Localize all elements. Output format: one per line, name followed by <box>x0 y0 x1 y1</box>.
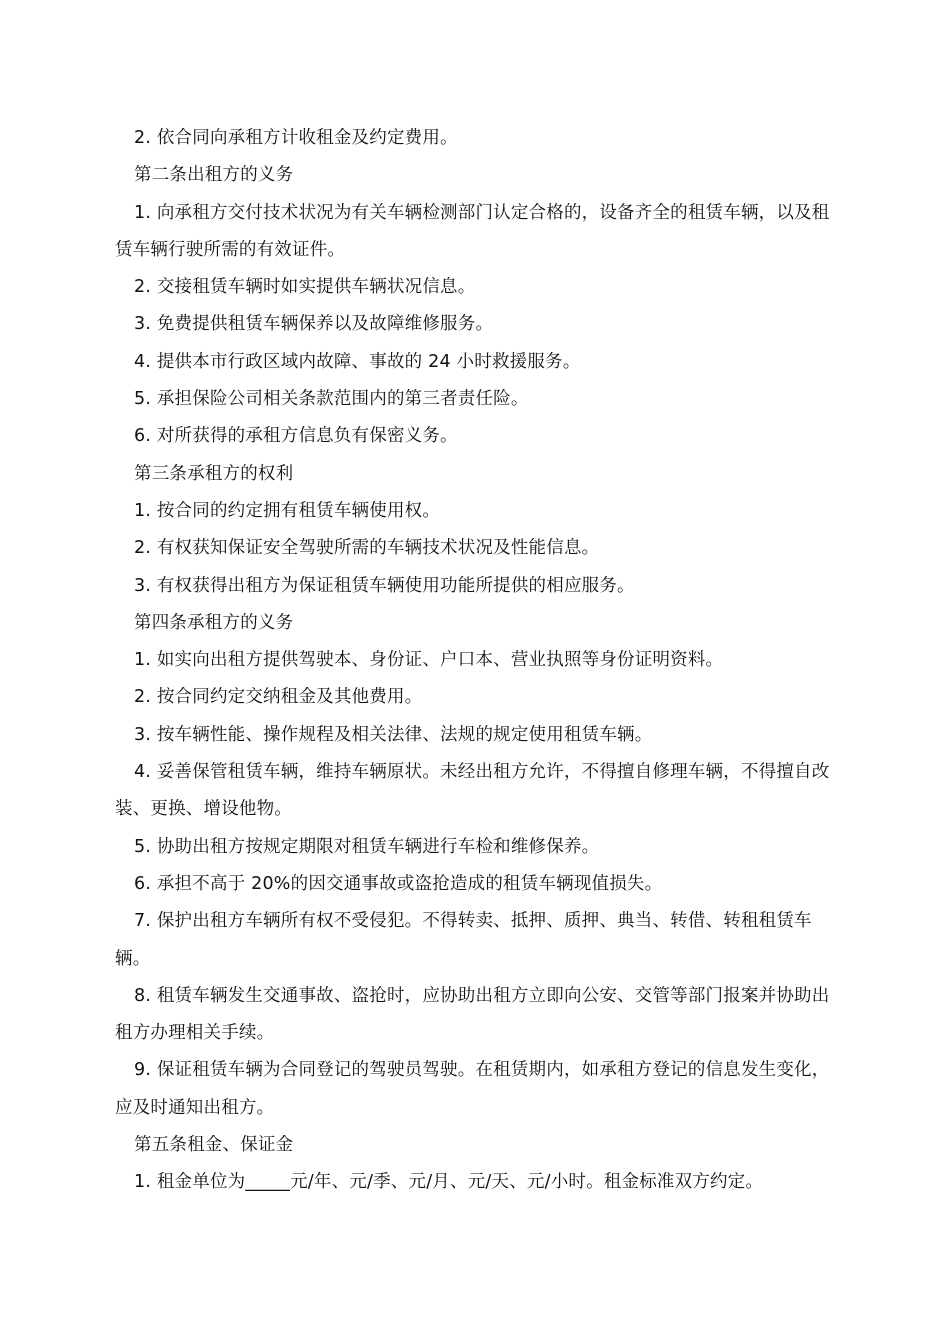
paragraph-confidentiality: 6. 对所获得的承租方信息负有保密义务。 <box>134 426 458 447</box>
paragraph-registered-driver: 9. 保证租赁车辆为合同登记的驾驶员驾驶。在租赁期内，如承租方登记的信息发生变化，应及时通知出租方。 <box>115 1060 830 1118</box>
paragraph-vehicle-condition-info: 2. 交接租赁车辆时如实提供车辆状况信息。 <box>134 277 476 298</box>
paragraph-rent-unit: 1. 租金单位为_____元/年、元/季、元/月、元/天、元/小时。租金标准双方约定。 <box>134 1172 764 1193</box>
paragraph-free-maintenance: 3. 免费提供租赁车辆保养以及故障维修服务。 <box>134 314 494 335</box>
paragraph-inspection-maintenance: 5. 协助出租方按规定期限对租赁车辆进行车检和维修保养。 <box>134 836 600 857</box>
paragraph-safekeeping: 4. 妥善保管租赁车辆，维持车辆原状。未经出租方允许，不得擅自修理车辆，不得擅自改装、更换、增设他物。 <box>115 762 830 820</box>
paragraph-pay-rent: 2. 按合同约定交纳租金及其他费用。 <box>134 687 423 708</box>
section-heading-rent-deposit: 第五条租金、保证金 <box>134 1135 294 1156</box>
paragraph-third-party-insurance: 5. 承担保险公司相关条款范围内的第三者责任险。 <box>134 389 529 410</box>
section-heading-lessee-rights: 第三条承租方的权利 <box>134 463 294 484</box>
paragraph-rent-collection: 2. 依合同向承租方计收租金及约定费用。 <box>134 128 458 148</box>
paragraph-usage-right: 1. 按合同的约定拥有租赁车辆使用权。 <box>134 500 441 521</box>
paragraph-technical-info-right: 2. 有权获知保证安全驾驶所需的车辆技术状况及性能信息。 <box>134 538 600 559</box>
paragraph-ownership-protection: 7. 保护出租方车辆所有权不受侵犯。不得转卖、抵押、质押、典当、转借、转租租赁车辆。 <box>115 911 812 969</box>
paragraph-proper-use: 3. 按车辆性能、操作规程及相关法律、法规的规定使用租赁车辆。 <box>134 724 653 745</box>
document-body <box>115 120 835 1202</box>
section-heading-lessor-obligations: 第二条出租方的义务 <box>134 165 294 186</box>
paragraph-service-right: 3. 有权获得出租方为保证租赁车辆使用功能所提供的相应服务。 <box>134 575 635 596</box>
paragraph-deliver-vehicle: 1. 向承租方交付技术状况为有关车辆检测部门认定合格的，设备齐全的租赁车辆，以及租赁车辆行驶所需的有效证件。 <box>115 202 830 260</box>
section-heading-lessee-obligations: 第四条承租方的义务 <box>134 612 294 633</box>
paragraph-rescue-service: 4. 提供本市行政区域内故障、事故的 24 小时救援服务。 <box>134 351 581 372</box>
paragraph-accident-reporting: 8. 租赁车辆发生交通事故、盗抢时，应协助出租方立即向公安、交管等部门报案并协助出租方办理相关手续。 <box>115 985 830 1044</box>
paragraph-loss-liability: 6. 承担不高于 20%的因交通事故或盗抢造成的租赁车辆现值损失。 <box>134 873 663 894</box>
paragraph-identity-documents: 1. 如实向出租方提供驾驶本、身份证、户口本、营业执照等身份证明资料。 <box>134 650 724 671</box>
